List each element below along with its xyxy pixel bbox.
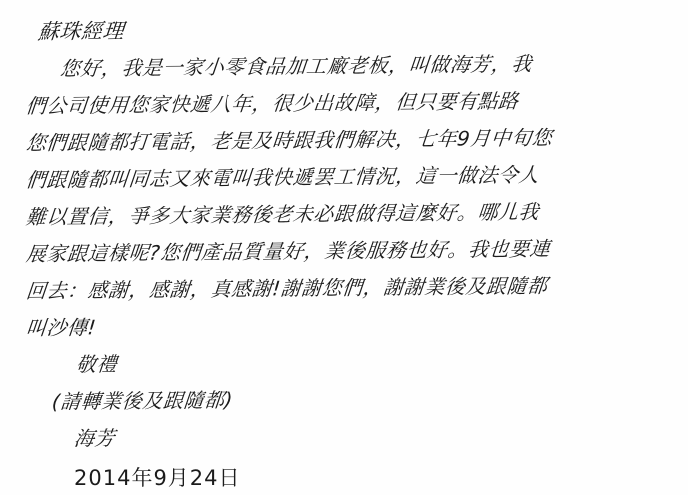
letter-salutation: 蘇珠經理: [36, 18, 126, 44]
letter-body-line: 難以置信，爭多大家業務後老未必跟做得這麼好。哪儿我: [24, 199, 541, 229]
letter-signature: 海芳: [72, 426, 117, 451]
letter-body-line: 回去：感謝，感謝，真感謝!謝謝您們，謝謝業後及跟隨都: [24, 273, 549, 303]
letter-date: 2014年9月24日: [74, 466, 241, 490]
letter-body-line: 展家跟這樣呢?您們產品質量好，業後服務也好。我也要連: [24, 236, 552, 266]
letter-body-line: 叫沙傳!: [24, 315, 98, 340]
letter-body-line: 您們跟隨都打電話，老是及時跟我們解决，七年9月中旬您: [24, 125, 554, 155]
letter-body-line: 們公司使用您家快遞八年，很少出故障，但只要有點路: [24, 88, 520, 118]
letter-closing: 敬禮: [74, 352, 119, 377]
letter-body-line: 們跟隨都叫同志又來電叫我快遞罢工情況，這一做法令人: [24, 162, 541, 192]
letter-body-line: 您好，我是一家小零食品加工廠老板，叫做海芳，我: [58, 51, 534, 81]
letter-note: (請轉業後及跟隨都): [50, 387, 235, 414]
